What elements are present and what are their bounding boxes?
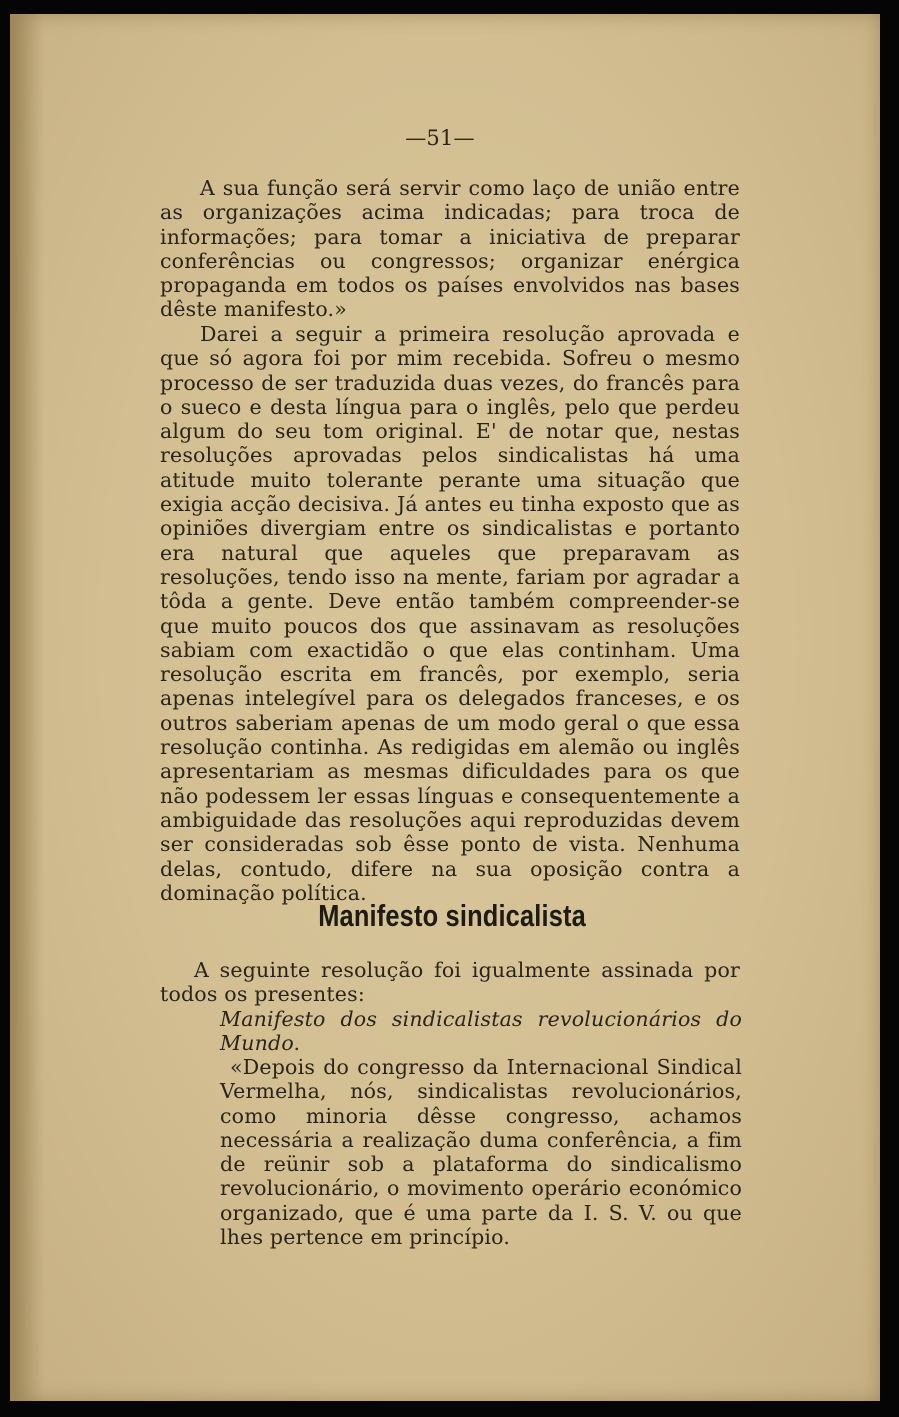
section-heading: Manifesto sindicalista — [318, 898, 586, 933]
paragraph-2: Darei a seguir a primeira resolução aprovada e que só agora foi por mim recebida. Sofreu o mesmo processo de ser traduzida duas vezes, do francês para o sueco e desta língua para o inglês, pelo que perdeu algum do seu tom original. E' de notar que, nestas resoluções aprovadas pelos sindicalistas há uma atitude muito tolerante perante uma situação que exigia acção decisiva. Já antes eu tinha exposto que as opiniões divergiam entre os sindicalistas e portanto era natural que aqueles que preparavam as resoluções, tendo isso na mente, fariam por agradar a tôda a gente. Deve então também compreender-se que muito poucos dos que assinavam as resoluções sabiam com exactidão o que elas continham. Uma resolução escrita em francês, por exemplo, seria apenas intelegível para os delegados franceses, e os outros saberiam apenas de um modo geral o que essa resolução continha. As redigidas em alemão ou inglês apresentariam as mesmas dificuldades para os que não podessem ler essas línguas e consequentemente a ambiguidade das resoluções aqui reproduzidas devem ser consideradas sob êsse ponto de vista. Nenhuma delas, contudo, difere na sua oposição contra a dominação política. — [160, 322, 740, 905]
quote-title: Manifesto dos sindicalistas revolucionários do Mundo. — [220, 1007, 742, 1056]
quote-body: «Depois do congresso da Internacional Sindical Vermelha, nós, sindicalistas revolucionários, como minoria dêsse congresso, achamos necessária a realização duma conferência, a fim de reünir sob a plataforma do sindicalismo revolucionário, o movimento operário económico organizado, que é uma parte da I. S. V. ou que lhes pertence em princípio. — [220, 1055, 742, 1250]
paragraph-1: A sua função será servir como laço de união entre as organizações acima indicadas; para troca de informações; para tomar a iniciativa de preparar conferências ou congressos; organizar enérgica propaganda em todos os países envolvidos nas bases dêste manifesto.» — [160, 176, 740, 322]
paragraph-3: A seguinte resolução foi igualmente assinada por todos os presentes: — [160, 958, 740, 1007]
page-number: —51— — [405, 126, 475, 150]
page-spine-shadow — [10, 14, 44, 1401]
